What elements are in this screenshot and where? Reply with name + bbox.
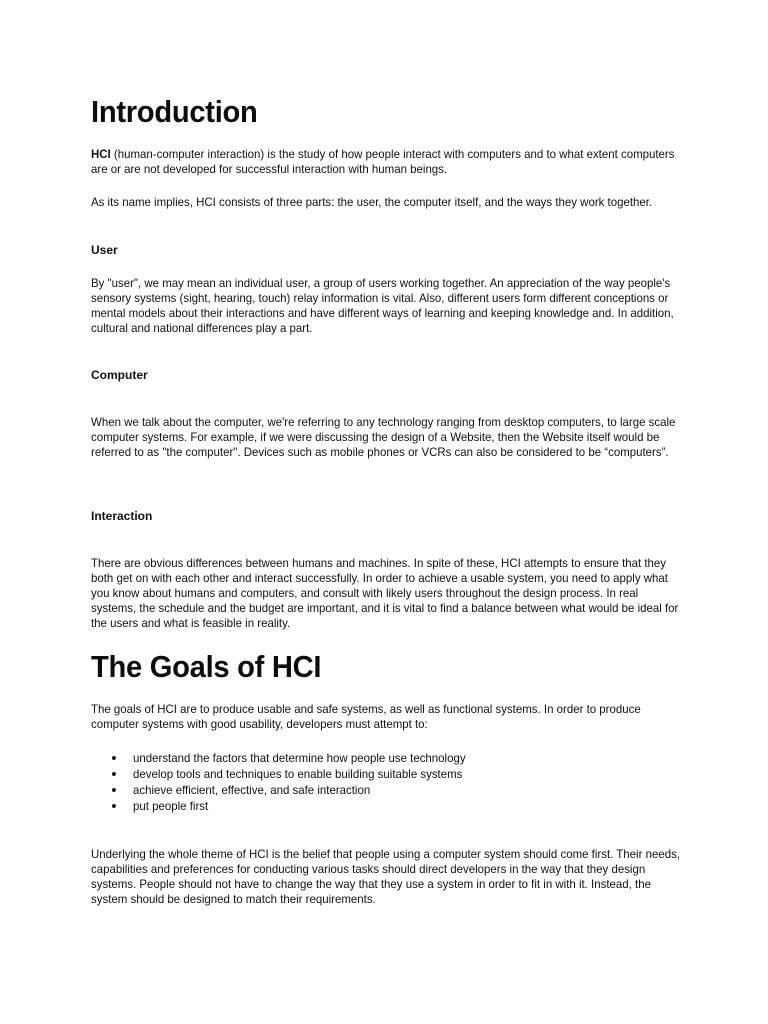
heading-computer: Computer [91,368,148,382]
goals-intro-paragraph: The goals of HCI are to produce usable and safe systems, as well as functional systems. In order to produce computer systems with good usability, developers must attempt to: [91,702,641,731]
list-item [91,750,656,766]
hci-definition: (human-computer interaction) is the study of how people interact with computers and to what extent computers are or are not developed for successful interaction with human beings. [91,147,675,176]
list-item-text: develop tools and techniques to enable building suitable systems [133,767,463,781]
list-item-text: achieve efficient, effective, and safe interaction [133,783,371,797]
goals-closing-paragraph: Underlying the whole theme of HCI is the belief that people using a computer system should come first. Their needs, capabilities and preferences for conducting various tasks should direct developers in the way that they design systems. People should not have to change the way that they use a system in order to fit in with it. Instead, the system should be designed to match their requirements. [91,847,681,906]
intro-paragraph-hci [91,147,683,177]
intro-paragraph-parts: As its name implies, HCI consists of three parts: the user, the computer itself, and the ways they work together. [91,195,653,209]
heading-user: User [91,243,118,257]
bullet-icon [112,772,116,776]
interaction-paragraph: There are obvious differences between humans and machines. In spite of these, HCI attempts to ensure that they both get on with each other and interact successfully. In order to achieve a usable system, you need to apply what you know about humans and computers, and consult with likely users throughout the design process. In real systems, the schedule and the budget are important, and it is vital to find a balance between what would be ideal for the users and what is feasible in reality. [91,556,679,630]
bullet-icon [112,804,116,808]
heading-introduction: Introduction [91,94,258,129]
list-item-text: put people first [133,799,209,813]
list-item-text: understand the factors that determine how people use technology [133,751,466,765]
user-paragraph: By "user", we may mean an individual user, a group of users working together. An appreciation of the way people's sensory systems (sight, hearing, touch) relay information is vital. Also, different users form different conceptions or mental models about their interactions and have different ways of learning and keeping knowledge and. In addition, cultural and national differences play a part. [91,276,674,335]
goals-list [91,750,656,814]
bullet-icon [112,756,116,760]
list-item [91,782,656,798]
hci-term: HCI [91,147,111,161]
computer-paragraph: When we talk about the computer, we're referring to any technology ranging from desktop computers, to large scale computer systems. For example, if we were discussing the design of a Website, then the Website itself would be referred to as "the computer". Devices such as mobile phones or VCRs can also be considered to be “computers”. [91,415,676,459]
bullet-icon [112,788,116,792]
heading-interaction: Interaction [91,509,153,523]
list-item [91,766,656,782]
list-item [91,798,656,814]
heading-goals-of-hci: The Goals of HCI [91,649,322,684]
